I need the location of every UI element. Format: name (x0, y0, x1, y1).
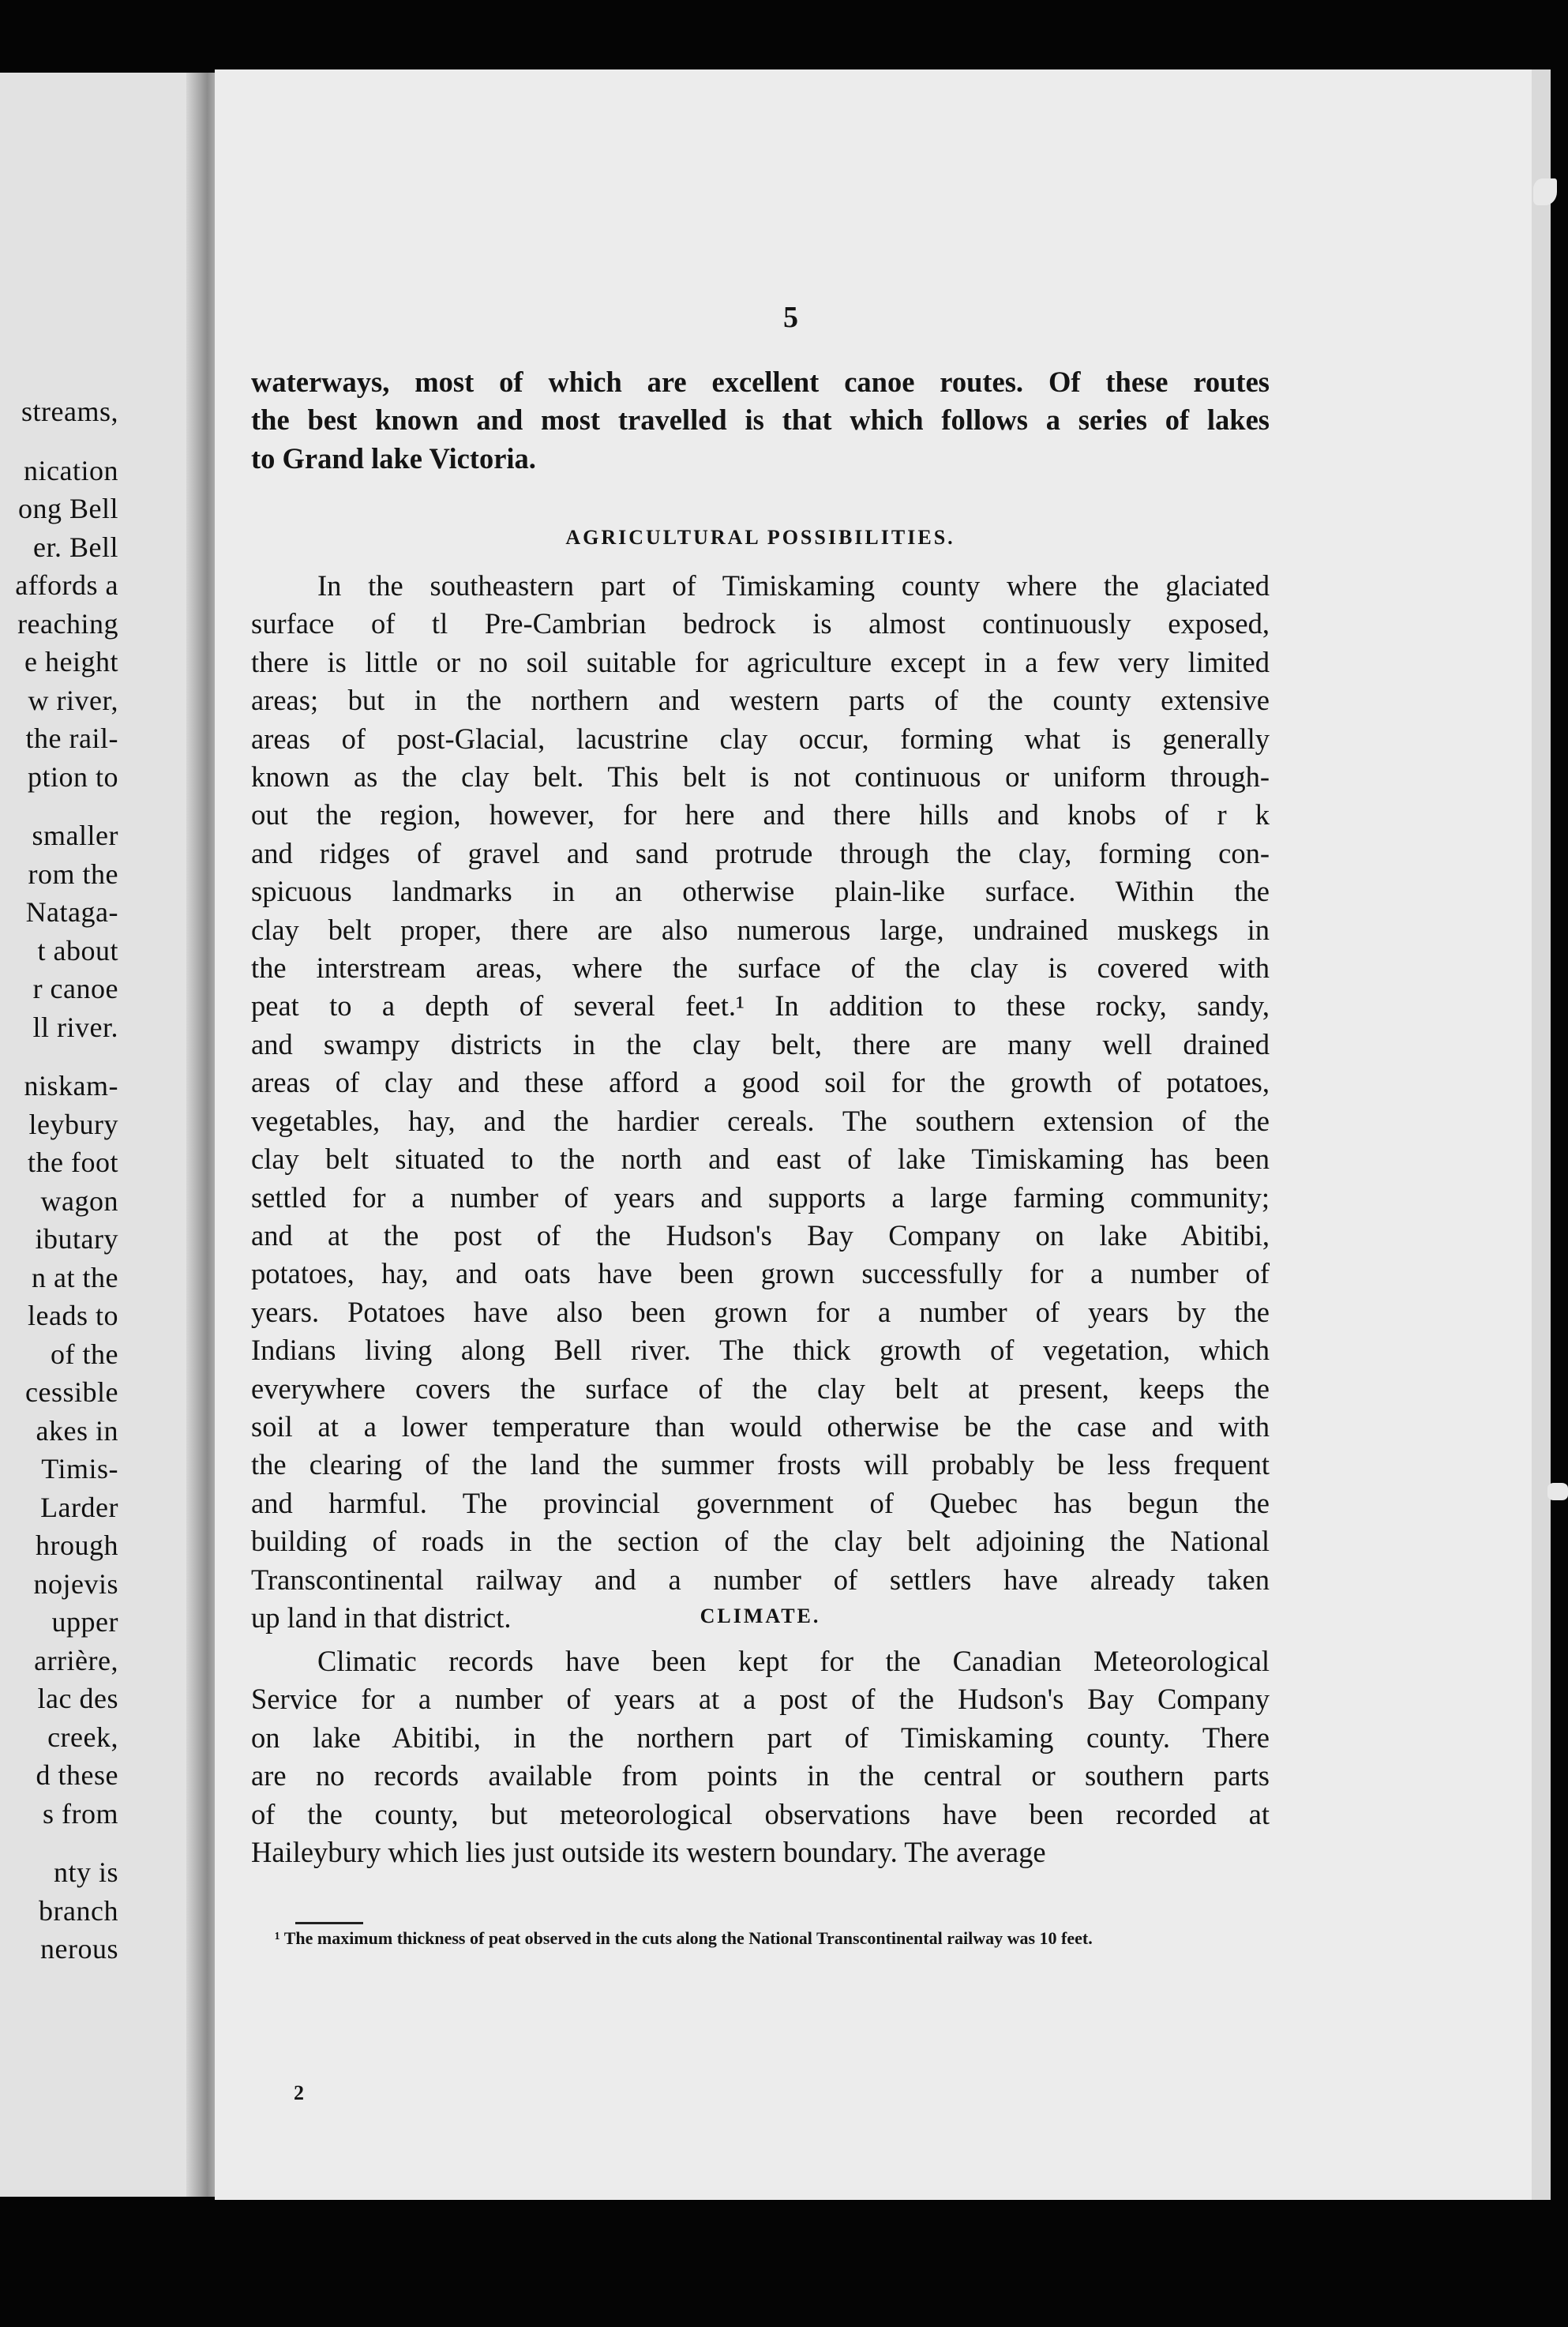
left-page-line: nerous (40, 1933, 118, 1965)
left-page-line: r canoe (32, 973, 118, 1004)
left-page-line: w river, (28, 684, 118, 716)
text-line: everywhere covers the surface of the clay belt at present, keeps the (251, 1372, 1270, 1405)
left-page-line: rom the (28, 858, 118, 890)
scan-artifact (1547, 1483, 1568, 1500)
text-line: peat to a depth of several feet.¹ In addition to these rocky, sandy, (251, 989, 1270, 1023)
text-line: out the region, however, for here and there hills and knobs of r k (251, 798, 1270, 831)
text-line: Climatic records have been kept for the Canadian Meteorological (317, 1645, 1270, 1677)
section-heading-agricultural: AGRICULTURAL POSSIBILITIES. (565, 526, 955, 549)
text-line: years. Potatoes have also been grown for a number of years by the (251, 1295, 1270, 1328)
climate-paragraph (251, 1642, 1270, 1871)
left-page-line: lac des (37, 1683, 118, 1714)
left-page-line: nty is (53, 1856, 118, 1888)
text-line: there is little or no soil suitable for agriculture except in a few very limited (251, 645, 1270, 678)
footnote-rule (295, 1922, 363, 1924)
text-line: on lake Abitibi, in the northern part of Timiskaming county. There (251, 1721, 1270, 1754)
text-line: Haileybury which lies just outside its western boundary. The average (251, 1836, 1046, 1869)
left-page-line: leybury (28, 1108, 118, 1140)
left-page-line: hrough (36, 1529, 118, 1561)
left-page-line: ption to (27, 760, 118, 793)
left-page-line: ong Bell (18, 493, 118, 524)
text-line: soil at a lower temperature than would otherwise be the case and with (251, 1409, 1270, 1443)
left-page-line: akes in (36, 1414, 118, 1447)
left-page-line: Nataga- (25, 896, 118, 928)
text-line: of the county, but meteorological observations have been recorded at (251, 1797, 1270, 1830)
text-line: the clearing of the land the summer frosts will probably be less frequent (251, 1448, 1270, 1481)
left-page-line: the rail- (25, 722, 118, 754)
left-page-line: Timis- (41, 1453, 118, 1484)
left-page-line: er. Bell (33, 531, 118, 563)
signature-mark: 2 (294, 2081, 304, 2104)
left-page-line: of the (51, 1338, 118, 1370)
left-page-line: nojevis (33, 1567, 118, 1600)
left-page-line: wagon (40, 1184, 118, 1217)
text-line: and at the post of the Hudson's Bay Company on lake Abitibi, (251, 1218, 1270, 1252)
text-line: spicuous landmarks in an otherwise plain-like surface. Within the (251, 875, 1270, 908)
left-page-line: ll river. (32, 1011, 118, 1043)
text-line: areas; but in the northern and western parts of the county extensive (251, 684, 1270, 717)
left-facing-page (0, 73, 207, 2197)
left-page-line: upper (51, 1606, 118, 1638)
agricultural-paragraph (251, 567, 1270, 1637)
left-page-line: streams, (21, 396, 118, 427)
scan-artifact (1533, 178, 1557, 205)
text-line: surface of tl Pre-Cambrian bedrock is almost continuously exposed, (251, 607, 1270, 640)
text-line: potatoes, hay, and oats have been grown successfully for a number of (251, 1257, 1270, 1290)
text-line: clay belt proper, there are also numerous large, undrained muskegs in (251, 913, 1270, 946)
text-line: In the southeastern part of Timiskaming county where the glaciated (317, 569, 1270, 602)
left-page-line: creek, (47, 1721, 118, 1753)
left-page-line: e height (24, 646, 118, 677)
left-page-line: ibutary (35, 1223, 118, 1255)
text-line: to Grand lake Victoria. (251, 441, 536, 475)
text-line: areas of post-Glacial, lacustrine clay occur, forming what is generally (251, 722, 1270, 755)
left-page-line: affords a (15, 569, 118, 601)
text-line: known as the clay belt. This belt is not continuous or uniform through- (251, 760, 1270, 794)
text-line: settled for a number of years and supports a large farming community; (251, 1180, 1270, 1214)
left-page-line: branch (39, 1894, 118, 1927)
left-page-line: arrière, (34, 1644, 118, 1676)
text-line: vegetables, hay, and the hardier cereals. The southern extension of the (251, 1104, 1270, 1137)
left-page-line: Larder (40, 1491, 118, 1523)
text-line: and harmful. The provincial government of Quebec has begun the (251, 1486, 1270, 1519)
left-page-line: s from (43, 1797, 118, 1830)
left-page-line: smaller (32, 820, 118, 851)
left-page-line: t about (37, 934, 118, 966)
text-line: the best known and most travelled is that which follows a series of lakes (251, 403, 1270, 437)
text-line: Indians living along Bell river. The thick growth of vegetation, which (251, 1334, 1270, 1367)
text-line: and swampy districts in the clay belt, there are many well drained (251, 1027, 1270, 1060)
text-line: building of roads in the section of the clay belt adjoining the National (251, 1525, 1270, 1558)
section-heading-climate: CLIMATE. (700, 1605, 821, 1627)
left-page-line: the foot (28, 1147, 118, 1178)
text-line: up land in that district. (251, 1601, 512, 1634)
text-line: and ridges of gravel and sand protrude through the clay, forming con- (251, 836, 1270, 869)
left-page-line: n at the (32, 1261, 118, 1293)
text-line: clay belt situated to the north and east of lake Timiskaming has been (251, 1143, 1270, 1176)
left-page-line: leads to (28, 1300, 118, 1331)
text-line: Transcontinental railway and a number of settlers have already taken (251, 1563, 1270, 1596)
left-page-line: cessible (25, 1376, 118, 1408)
text-line: the interstream areas, where the surface of the clay is covered with (251, 951, 1270, 985)
left-page-line: niskam- (24, 1070, 118, 1102)
intro-paragraph (251, 363, 1270, 478)
left-page-line: nication (24, 454, 118, 486)
left-page-line: d these (36, 1759, 118, 1791)
left-page-line: reaching (17, 607, 118, 640)
text-line: waterways, most of which are excellent canoe routes. Of these routes (251, 366, 1270, 398)
page-number: 5 (783, 301, 798, 334)
text-line: are no records available from points in the central or southern parts (251, 1759, 1270, 1792)
text-line: Service for a number of years at a post of the Hudson's Bay Company (251, 1683, 1270, 1716)
footnote: ¹ The maximum thickness of peat observed in the cuts along the National Transcontinental railway was 10 feet. (275, 1928, 1093, 1948)
text-line: areas of clay and these afford a good soil for the growth of potatoes, (251, 1066, 1270, 1099)
right-page (215, 69, 1551, 2200)
